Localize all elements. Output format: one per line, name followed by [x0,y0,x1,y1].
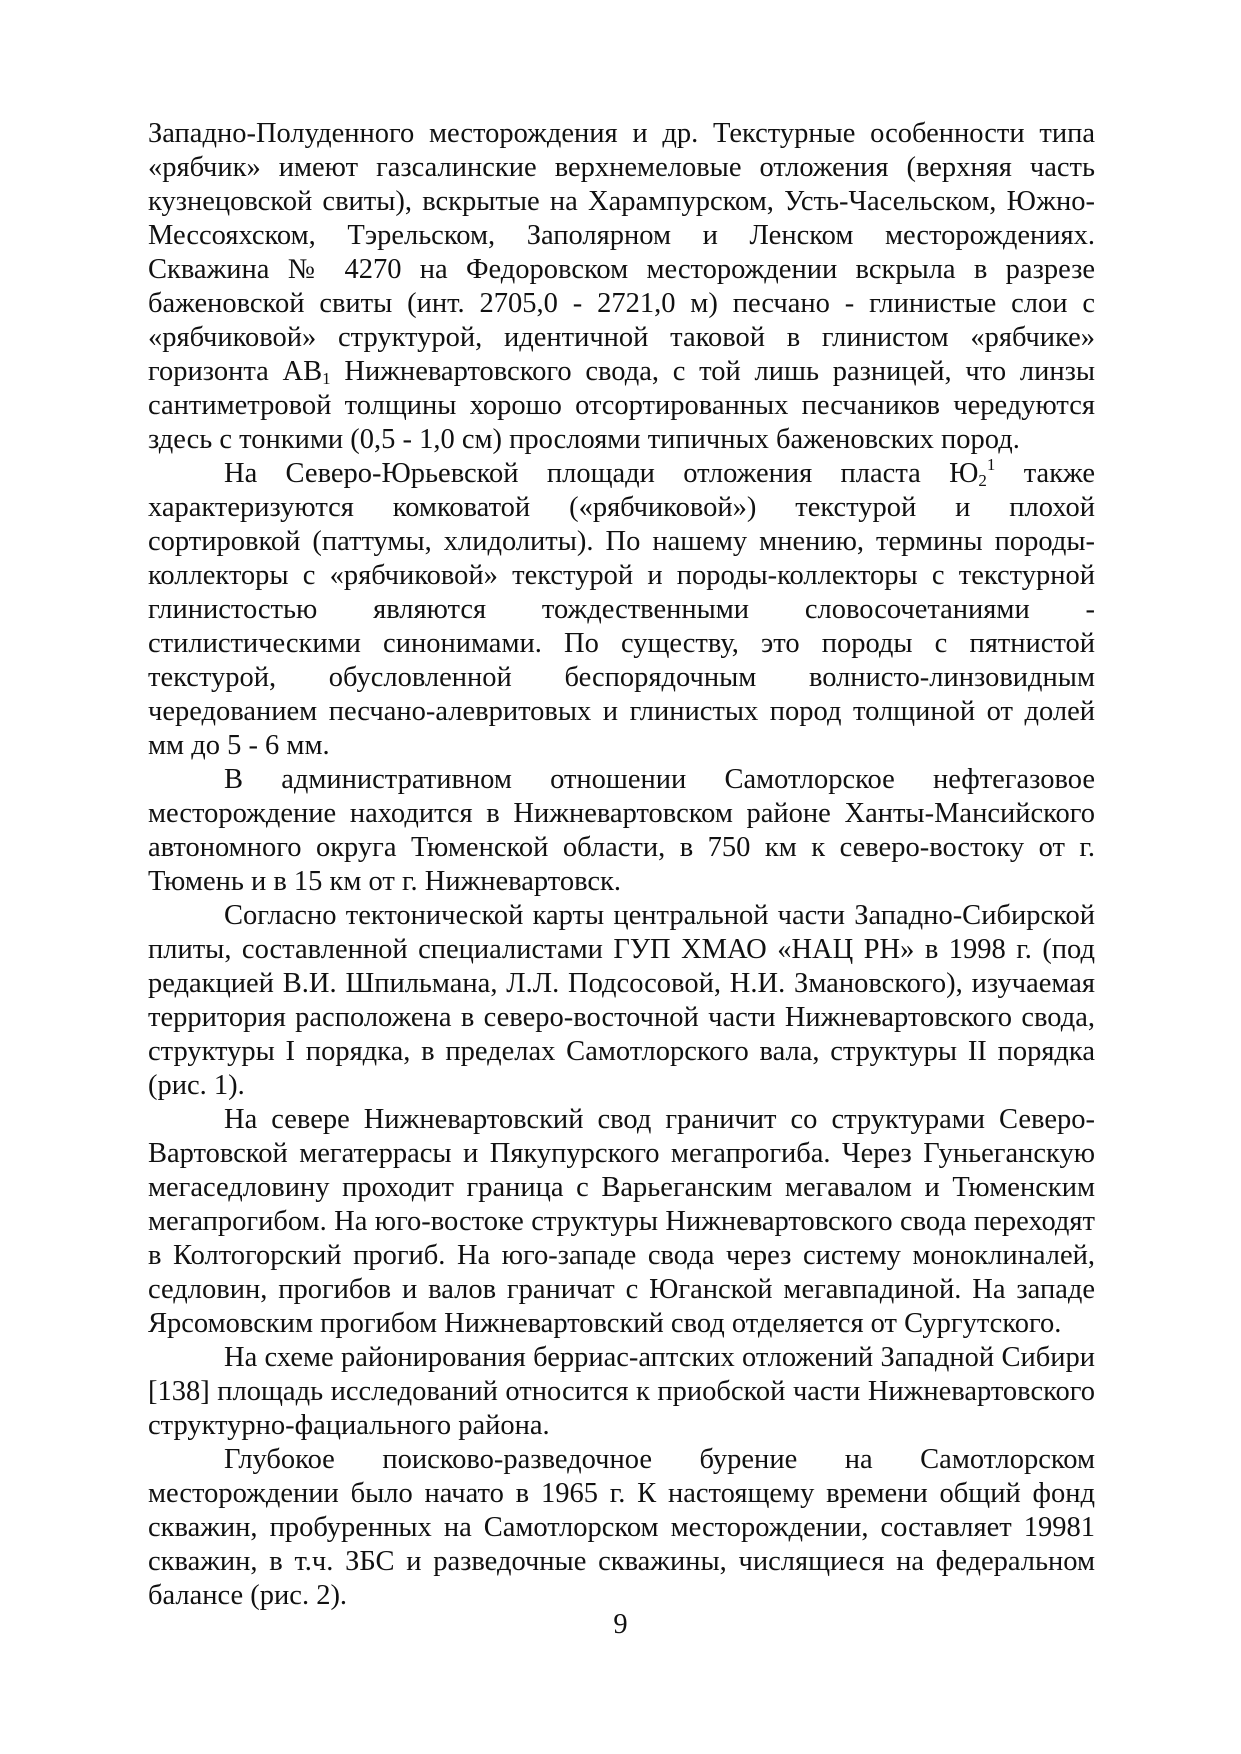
text-run: Западно-Полуденного месторождения и др. Текстурные особенности типа «рябчик» имеют газсалинские верхнемеловые отложения (верхняя часть кузнецовской свиты), вскрытые на Харампурском, Усть-Часельском, Южно-Мессояхском, Тэрельском, Заполярном и Ленском месторождениях. Скважина № 4270 на Федоровском месторождении вскрыла в разрезе баженовской свиты (инт. 2705,0 - 2721,0 м) песчано - глинистые слои с «рябчиковой» структурой, идентичной таковой в глинистом «рябчике» горизонта АВ [148,118,1095,387]
paragraph [148,1341,1095,1443]
body-text [148,117,1095,1613]
superscript: 1 [986,455,996,474]
paragraph [148,1103,1095,1341]
paragraph [148,763,1095,899]
text-run: Глубокое поисково-разведочное бурение на Самотлорском месторождении было начато в 1965 г. К настоящему времени общий фонд скважин, пробуренных на Самотлорском месторождении, составляет 19981 скважин, в т.ч. ЗБС и разведочные скважины, числящиеся на федеральном балансе (рис. 2). [148,1444,1095,1611]
paragraph [148,117,1095,457]
paragraph [148,899,1095,1103]
text-run: также характеризуются комковатой («рябчиковой») текстурой и плохой сортировкой (паттумы, хлидолиты). По нашему мнению, термины породы-коллекторы с «рябчиковой» текстурой и породы-коллекторы с текстурной глинистостью являются тождественными словосочетаниями - стилистическими синонимами. По существу, это породы с пятнистой текстурой, обусловленной беспорядочным волнисто-линзовидным чередованием песчано-алевритовых и глинистых пород толщиной от долей мм до 5 - 6 мм. [148,458,1096,761]
page-number: 9 [613,1609,628,1640]
subscript: 1 [322,369,331,388]
text-run: На схеме районирования берриас-аптских отложений Западной Сибири [138] площадь исследований относится к приобской части Нижневартовского структурно-фациального района. [148,1342,1095,1441]
subscript: 2 [978,471,987,490]
paragraph [148,457,1095,763]
text-run: Согласно тектонической карты центральной части Западно-Сибирской плиты, составленной специалистами ГУП ХМАО «НАЦ РН» в 1998 г. (под редакцией В.И. Шпильмана, Л.Л. Подсосовой, Н.И. Змановского), изучаемая территория расположена в северо-восточной части Нижневартовского свода, структуры I порядка, в пределах Самотлорского вала, структуры II порядка (рис. 1). [148,900,1095,1101]
text-run: В административном отношении Самотлорское нефтегазовое месторождение находится в Нижневартовском районе Ханты-Мансийского автономного округа Тюменской области, в 750 км к северо-востоку от г. Тюмень и в 15 км от г. Нижневартовск. [148,764,1095,897]
text-run: На Северо-Юрьевской площади отложения пласта Ю [224,458,979,489]
text-run: Нижневартовского свода, с той лишь разницей, что линзы сантиметровой толщины хорошо отсортированных песчаников чередуются здесь с тонкими (0,5 - 1,0 см) прослоями типичных баженовских пород. [148,356,1095,455]
text-run: На севере Нижневартовский свод граничит со структурами Северо-Вартовской мегатеррасы и Пякупурского мегапрогиба. Через Гуньеганскую мегаседловину проходит граница с Варьеганским мегавалом и Тюменским мегапрогибом. На юго-востоке структуры Нижневартовского свода переходят в Колтогорский прогиб. На юго-западе свода через систему моноклиналей, седловин, прогибов и валов граничат с Юганской мегавпадиной. На западе Ярсомовским прогибом Нижневартовский свод отделяется от Сургутского. [148,1104,1095,1339]
paragraph [148,1443,1095,1613]
